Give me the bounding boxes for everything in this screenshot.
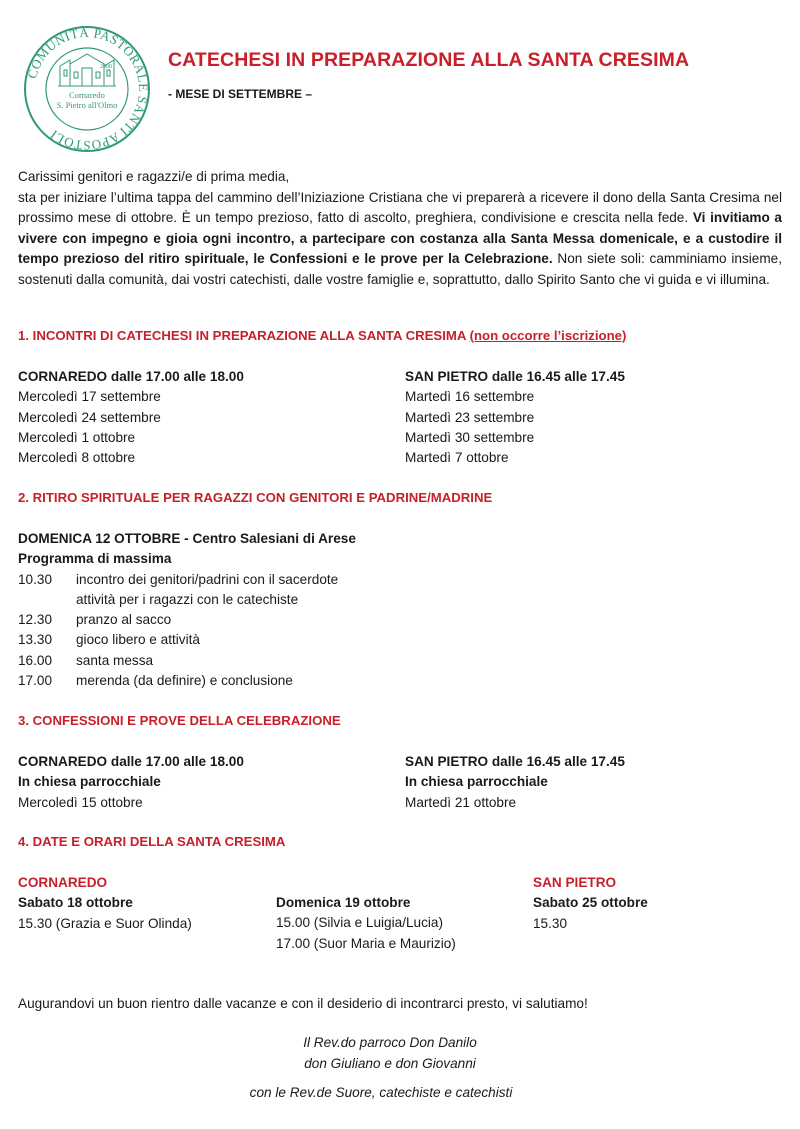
program-time: 13.30	[18, 632, 53, 648]
section1-sanpietro	[405, 367, 625, 468]
program-row	[18, 651, 356, 671]
cresima-col-sanpietro	[533, 873, 648, 934]
intro-body-end: Non siete soli: camminiamo insieme, sostenuti dalla comunità, dai vostri catechisti, dalle vostre famiglie e, soprattutto, dallo Spirito Santo che vi guida e vi illumina.	[18, 251, 782, 287]
intro-greeting: Carissimi genitori e ragazzi/e di prima media,	[18, 169, 290, 184]
section2-title: 2. RITIRO SPIRITUALE PER RAGAZZI CON GENITORI E PADRINE/MADRINE	[18, 490, 493, 505]
cresima-day: Sabato 25 ottobre	[533, 895, 648, 911]
cresima-time: 15.00 (Silvia e Luigia/Lucia)	[276, 915, 444, 931]
section3-cornaredo-place: In chiesa parrocchiale	[18, 774, 161, 790]
list-item: Martedì 7 ottobre	[405, 450, 509, 466]
list-item: Mercoledì 24 settembre	[18, 409, 161, 425]
list-item: Martedì 30 settembre	[405, 429, 535, 445]
section1-title-text: 1. INCONTRI DI CATECHESI IN PREPARAZIONE ALLA SANTA CRESIMA	[18, 328, 470, 343]
cresima-day: Domenica 19 ottobre	[276, 895, 411, 910]
cresima-time: 17.00 (Suor Maria e Maurizio)	[276, 935, 456, 951]
program-time: 12.30	[18, 612, 53, 628]
cresima-time: 15.30	[533, 915, 568, 931]
section3-sanpietro-date: Martedì 21 ottobre	[405, 794, 517, 810]
section3-cornaredo-date: Mercoledì 15 ottobre	[18, 794, 143, 810]
cresima-col-cornaredo	[18, 873, 192, 934]
program-row	[18, 570, 356, 590]
logo-ring-text: COMUNITÀ PASTORALE SANTI APOSTOLI	[24, 24, 152, 154]
program-row	[18, 630, 356, 650]
intro-text	[18, 167, 782, 290]
cresima-time: 15.30 (Grazia e Suor Olinda)	[18, 915, 192, 931]
section1-title	[18, 328, 626, 343]
section3-sanpietro	[405, 752, 625, 813]
cresima-col-domenica	[276, 893, 456, 954]
section1-cornaredo-head: CORNAREDO dalle 17.00 alle 18.00	[18, 369, 244, 384]
cresima-parish-cornaredo: CORNAREDO	[18, 875, 108, 890]
program-activity: gioco libero e attività	[76, 632, 200, 648]
section1-sanpietro-head: SAN PIETRO dalle 16.45 alle 17.45	[405, 369, 625, 384]
logo-line1: Cornaredo	[69, 90, 105, 100]
logo-line2: S. Pietro all'Olmo	[56, 100, 118, 110]
section3-cornaredo	[18, 752, 244, 813]
parish-logo	[22, 24, 152, 154]
cresima-day: Sabato 18 ottobre	[18, 895, 133, 911]
program-time: 10.30	[18, 571, 53, 587]
parish-logo-seal	[22, 24, 152, 154]
list-item: Mercoledì 1 ottobre	[18, 429, 136, 445]
logo-year: 2000	[100, 64, 112, 70]
closing-text: Augurandovi un buon rientro dalle vacanze e con il desiderio di incontrarci presto, vi salutiamo!	[18, 996, 588, 1011]
program-time: 16.00	[18, 652, 53, 668]
section4-title: 4. DATE E ORARI DELLA SANTA CRESIMA	[18, 834, 286, 849]
program-time: 17.00	[18, 673, 53, 689]
section3-cornaredo-head: CORNAREDO dalle 17.00 alle 18.00	[18, 754, 244, 769]
section3-title: 3. CONFESSIONI E PROVE DELLA CELEBRAZIONE	[18, 713, 341, 728]
program-label: Programma di massima	[18, 551, 172, 567]
section3-sanpietro-place: In chiesa parrocchiale	[405, 774, 548, 790]
signature-line3: con le Rev.de Suore, catechiste e catechisti	[249, 1085, 513, 1100]
program-activity: incontro dei genitori/padrini con il sacerdote	[76, 571, 339, 587]
section2-body	[18, 529, 356, 691]
program-activity: santa messa	[76, 652, 154, 668]
church-icon	[58, 54, 116, 86]
intro-body-start: sta per iniziare l’ultima tappa del cammino dell’Iniziazione Cristiana che vi preparerà a ricevere il dono della Santa Cresima nel prossimo mese di ottobre. È un tempo prezioso, fatto di ascolto, preghiera, condivisione e crescita nella fede.	[18, 189, 782, 225]
page-subtitle: - MESE DI SETTEMBRE –	[168, 87, 313, 101]
program-row	[18, 590, 356, 610]
signature-line2: don Giuliano e don Giovanni	[304, 1056, 476, 1071]
program-row	[18, 610, 356, 630]
program-row	[18, 671, 356, 691]
list-item: Mercoledì 17 settembre	[18, 389, 161, 405]
program-activity: attività per i ragazzi con le catechiste	[76, 591, 299, 607]
section1-note: (non occorre l’iscrizione)	[469, 328, 627, 343]
list-item: Martedì 16 settembre	[405, 389, 535, 405]
signature-line1: Il Rev.do parroco Don Danilo	[303, 1035, 477, 1050]
program-activity: pranzo al sacco	[76, 612, 172, 628]
retreat-event: DOMENICA 12 OTTOBRE - Centro Salesiani di Arese	[18, 531, 356, 546]
intro-body	[18, 188, 782, 291]
section3-sanpietro-head: SAN PIETRO dalle 16.45 alle 17.45	[405, 754, 625, 769]
list-item: Mercoledì 8 ottobre	[18, 450, 136, 466]
section1-cornaredo	[18, 367, 244, 468]
cresima-parish-sanpietro: SAN PIETRO	[533, 875, 617, 890]
page-title: CATECHESI IN PREPARAZIONE ALLA SANTA CRESIMA	[168, 49, 690, 71]
program-time	[18, 590, 76, 610]
intro-body-bold: Vi invitiamo a vivere con impegno e gioia ogni incontro, a partecipare con costanza alla Santa Messa domenicale, e a custodire il tempo prezioso del ritiro spirituale, le Confessioni e le prove per la Celebrazione.	[18, 210, 782, 266]
list-item: Martedì 23 settembre	[405, 409, 535, 425]
program-activity: merenda (da definire) e conclusione	[76, 673, 293, 689]
